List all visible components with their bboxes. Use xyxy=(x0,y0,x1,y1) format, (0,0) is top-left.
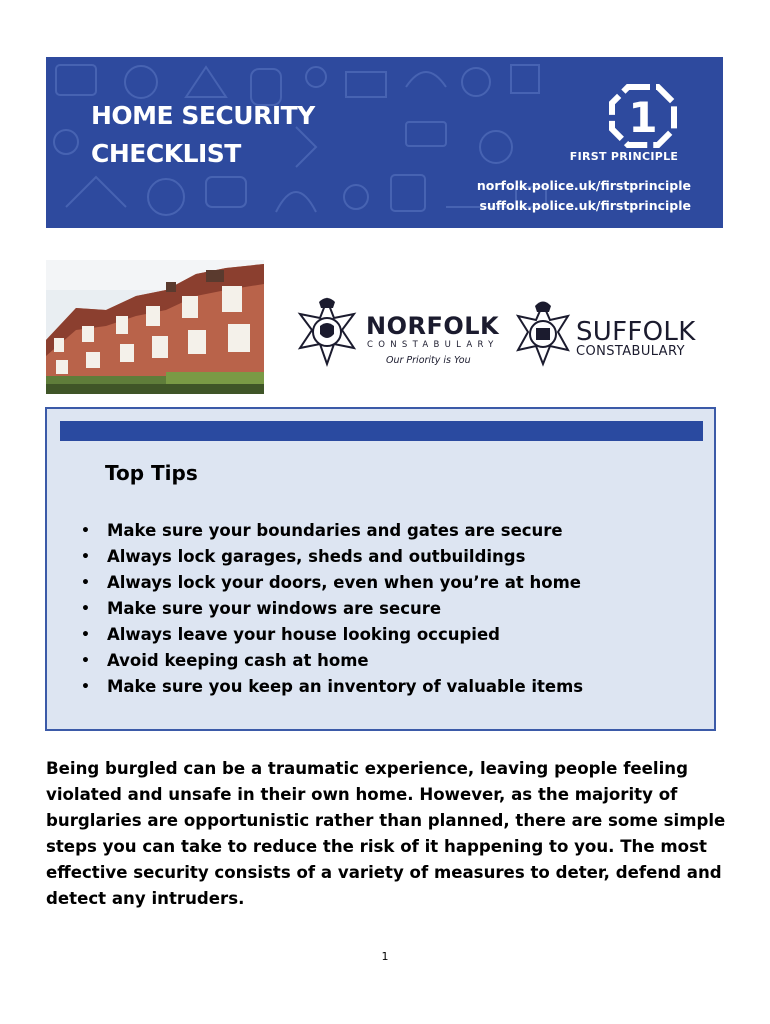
suffolk-badge-icon xyxy=(510,294,576,372)
page-number: 1 xyxy=(381,950,389,963)
tip-text: Avoid keeping cash at home xyxy=(107,651,369,670)
list-item xyxy=(81,596,583,622)
suffolk-url-link[interactable]: suffolk.police.uk/firstprinciple xyxy=(479,198,691,213)
page-title xyxy=(91,97,315,173)
list-item xyxy=(81,518,583,544)
bullet-icon: • xyxy=(81,679,90,695)
title-line-1: HOME SECURITY xyxy=(91,101,315,130)
tips-title: Top Tips xyxy=(105,461,198,485)
suffolk-constabulary-label: CONSTABULARY xyxy=(576,344,685,359)
list-item xyxy=(81,674,583,700)
bullet-icon: • xyxy=(81,549,90,565)
top-tips-box xyxy=(45,407,716,731)
first-principle-logo xyxy=(608,83,678,149)
header-banner xyxy=(46,57,723,228)
tip-text: Make sure your boundaries and gates are secure xyxy=(107,521,563,540)
tips-list xyxy=(81,518,583,700)
norfolk-url-link[interactable]: norfolk.police.uk/firstprinciple xyxy=(476,178,691,193)
logo-number: 1 xyxy=(628,93,658,142)
first-principle-label: FIRST PRINCIPLE xyxy=(569,150,679,163)
tip-text: Make sure your windows are secure xyxy=(107,599,442,618)
tip-text: Always lock your doors, even when you’re at home xyxy=(107,573,581,592)
norfolk-constabulary-label: CONSTABULARY xyxy=(367,340,499,350)
suffolk-name: SUFFOLK xyxy=(576,317,696,347)
norfolk-name: NORFOLK xyxy=(366,312,500,340)
list-item xyxy=(81,648,583,674)
norfolk-badge-icon xyxy=(292,292,362,372)
list-item xyxy=(81,570,583,596)
list-item xyxy=(81,622,583,648)
bullet-icon: • xyxy=(81,627,90,643)
tip-text: Always leave your house looking occupied xyxy=(107,625,500,644)
bullet-icon: • xyxy=(81,601,90,617)
tip-text: Make sure you keep an inventory of valuable items xyxy=(107,677,584,696)
bullet-icon: • xyxy=(81,523,90,539)
norfolk-tagline: Our Priority is You xyxy=(386,355,471,366)
intro-paragraph: Being burgled can be a traumatic experience, leaving people feeling violated and unsafe in their own home. However, as the majority of burglaries are opportunistic rather than planned, there are some simple steps you can take to reduce the risk of it happening to you. The most effective security consists of a variety of measures to deter, defend and detect any intruders. xyxy=(46,759,726,908)
bullet-icon: • xyxy=(81,653,90,669)
houses-photo xyxy=(46,260,264,394)
tips-header-bar xyxy=(60,421,703,441)
list-item xyxy=(81,544,583,570)
tip-text: Always lock garages, sheds and outbuildings xyxy=(107,547,526,566)
title-line-2: CHECKLIST xyxy=(91,139,241,168)
bullet-icon: • xyxy=(81,575,90,591)
